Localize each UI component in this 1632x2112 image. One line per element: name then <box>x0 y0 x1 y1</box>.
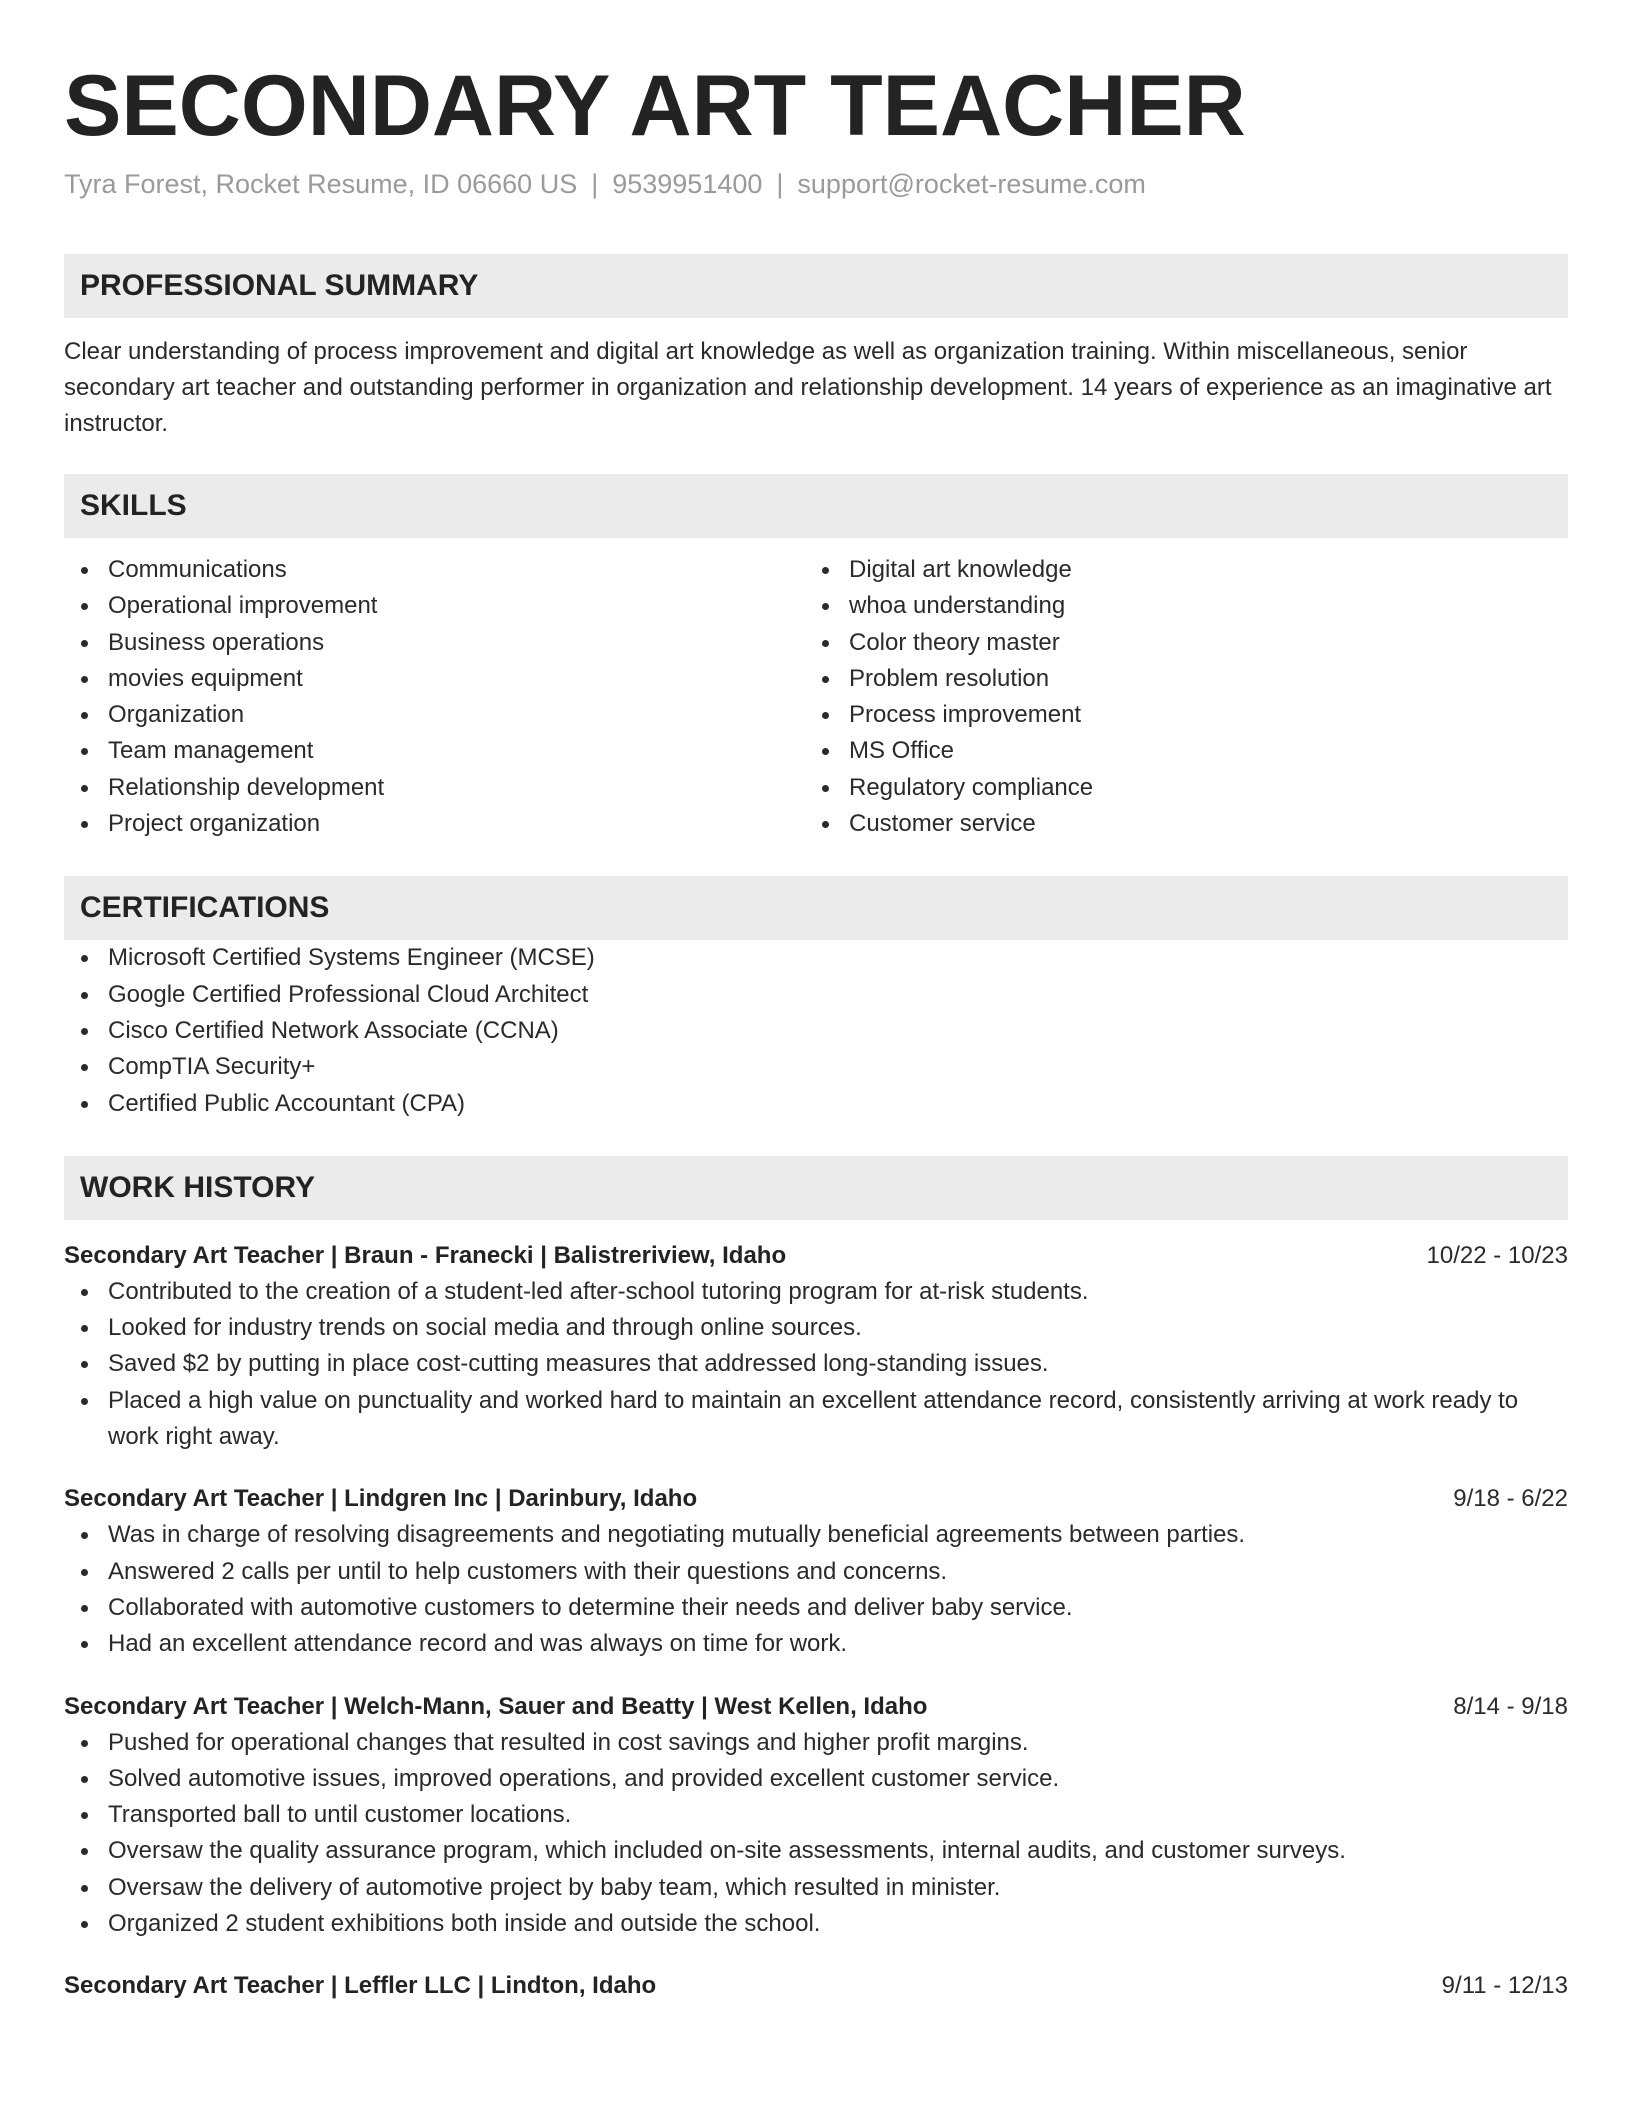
job-entry <box>64 1689 1568 1943</box>
job-dates: 9/18 - 6/22 <box>1453 1485 1568 1513</box>
certifications-list <box>64 940 1568 1121</box>
certification-item: Microsoft Certified Systems Engineer (MCSE) <box>64 940 1568 976</box>
job-header <box>64 1689 1568 1725</box>
job-bullet: Had an excellent attendance record and was always on time for work. <box>64 1626 1568 1662</box>
job-title: Secondary Art Teacher | Welch-Mann, Sauer and Beatty | West Kellen, Idaho <box>64 1692 928 1720</box>
job-bullet: Oversaw the quality assurance program, which included on-site assessments, internal audits, and customer surveys. <box>64 1833 1568 1869</box>
certification-item: Certified Public Accountant (CPA) <box>64 1086 1568 1122</box>
skill-item: Digital art knowledge <box>805 552 1546 588</box>
contact-line <box>64 166 1568 202</box>
job-header <box>64 1968 1568 2004</box>
skill-item: whoa understanding <box>805 588 1546 624</box>
contact-address: Tyra Forest, Rocket Resume, ID 06660 US <box>64 169 578 199</box>
skill-item: Regulatory compliance <box>805 770 1546 806</box>
skills-section <box>64 474 1568 842</box>
job-header <box>64 1481 1568 1517</box>
summary-heading: PROFESSIONAL SUMMARY <box>64 254 1568 318</box>
summary-text: Clear understanding of process improvement and digital art knowledge as well as organization training. Within miscellaneous, senior secondary art teacher and outstanding performer in organization and relationship development. 14 years of experience as an imaginative art instructor. <box>64 338 1552 437</box>
skill-item: Team management <box>64 733 805 769</box>
job-bullet: Solved automotive issues, improved operations, and provided excellent customer service. <box>64 1761 1568 1797</box>
job-dates: 8/14 - 9/18 <box>1453 1692 1568 1720</box>
job-bullet: Placed a high value on punctuality and worked hard to maintain an excellent attendance record, consistently arriving at work ready to work right away. <box>64 1383 1568 1456</box>
job-dates: 9/11 - 12/13 <box>1441 1972 1568 2000</box>
skill-item: MS Office <box>805 733 1546 769</box>
job-bullet: Organized 2 student exhibitions both inside and outside the school. <box>64 1906 1568 1942</box>
certification-item: CompTIA Security+ <box>64 1049 1568 1085</box>
skill-item: Project organization <box>64 806 805 842</box>
job-bullet: Transported ball to until customer locations. <box>64 1797 1568 1833</box>
job-title: Secondary Art Teacher | Braun - Franecki | Balistreriview, Idaho <box>64 1241 787 1269</box>
contact-separator: | <box>591 169 599 199</box>
certification-item: Google Certified Professional Cloud Architect <box>64 977 1568 1013</box>
job-bullet: Contributed to the creation of a student-led after-school tutoring program for at-risk students. <box>64 1274 1568 1310</box>
work-history-section <box>64 1156 1568 2004</box>
job-bullet: Saved $2 by putting in place cost-cutting measures that addressed long-standing issues. <box>64 1346 1568 1382</box>
skill-item: Relationship development <box>64 770 805 806</box>
summary-section <box>64 254 1568 442</box>
skill-item: Color theory master <box>805 625 1546 661</box>
job-dates: 10/22 - 10/23 <box>1426 1241 1568 1269</box>
job-title: Secondary Art Teacher | Lindgren Inc | Darinbury, Idaho <box>64 1485 698 1513</box>
skill-item: movies equipment <box>64 661 805 697</box>
job-entry <box>64 1238 1568 1455</box>
job-title: Secondary Art Teacher | Leffler LLC | Lindton, Idaho <box>64 1972 657 2000</box>
work-history-heading: WORK HISTORY <box>64 1156 1568 1220</box>
job-bullets <box>64 1725 1568 1943</box>
job-bullet: Pushed for operational changes that resulted in cost savings and higher profit margins. <box>64 1725 1568 1761</box>
contact-separator: | <box>776 169 784 199</box>
job-bullets <box>64 1274 1568 1455</box>
skill-item: Process improvement <box>805 697 1546 733</box>
certification-item: Cisco Certified Network Associate (CCNA) <box>64 1013 1568 1049</box>
skill-item: Problem resolution <box>805 661 1546 697</box>
contact-phone: 9539951400 <box>612 169 763 199</box>
skill-item: Organization <box>64 697 805 733</box>
job-bullet: Answered 2 calls per until to help customers with their questions and concerns. <box>64 1554 1568 1590</box>
skills-grid <box>64 552 1568 842</box>
skills-left-column <box>64 552 805 842</box>
jobs-list <box>64 1238 1568 2004</box>
skill-item: Operational improvement <box>64 588 805 624</box>
resume-title: SECONDARY ART TEACHER <box>64 58 1246 154</box>
skills-right-column <box>805 552 1546 842</box>
skill-item: Business operations <box>64 625 805 661</box>
job-entry <box>64 1481 1568 1662</box>
job-bullet: Oversaw the delivery of automotive project by baby team, which resulted in minister. <box>64 1870 1568 1906</box>
skill-item: Customer service <box>805 806 1546 842</box>
job-bullet: Was in charge of resolving disagreements and negotiating mutually beneficial agreements between parties. <box>64 1517 1568 1553</box>
certifications-heading: CERTIFICATIONS <box>64 876 1568 940</box>
job-bullet: Looked for industry trends on social media and through online sources. <box>64 1310 1568 1346</box>
certifications-section <box>64 876 1568 1121</box>
job-entry <box>64 1968 1568 2004</box>
skills-heading: SKILLS <box>64 474 1568 538</box>
contact-email: support@rocket-resume.com <box>797 169 1146 199</box>
job-bullet: Collaborated with automotive customers to determine their needs and deliver baby service. <box>64 1590 1568 1626</box>
job-header <box>64 1238 1568 1274</box>
skill-item: Communications <box>64 552 805 588</box>
job-bullets <box>64 1517 1568 1662</box>
